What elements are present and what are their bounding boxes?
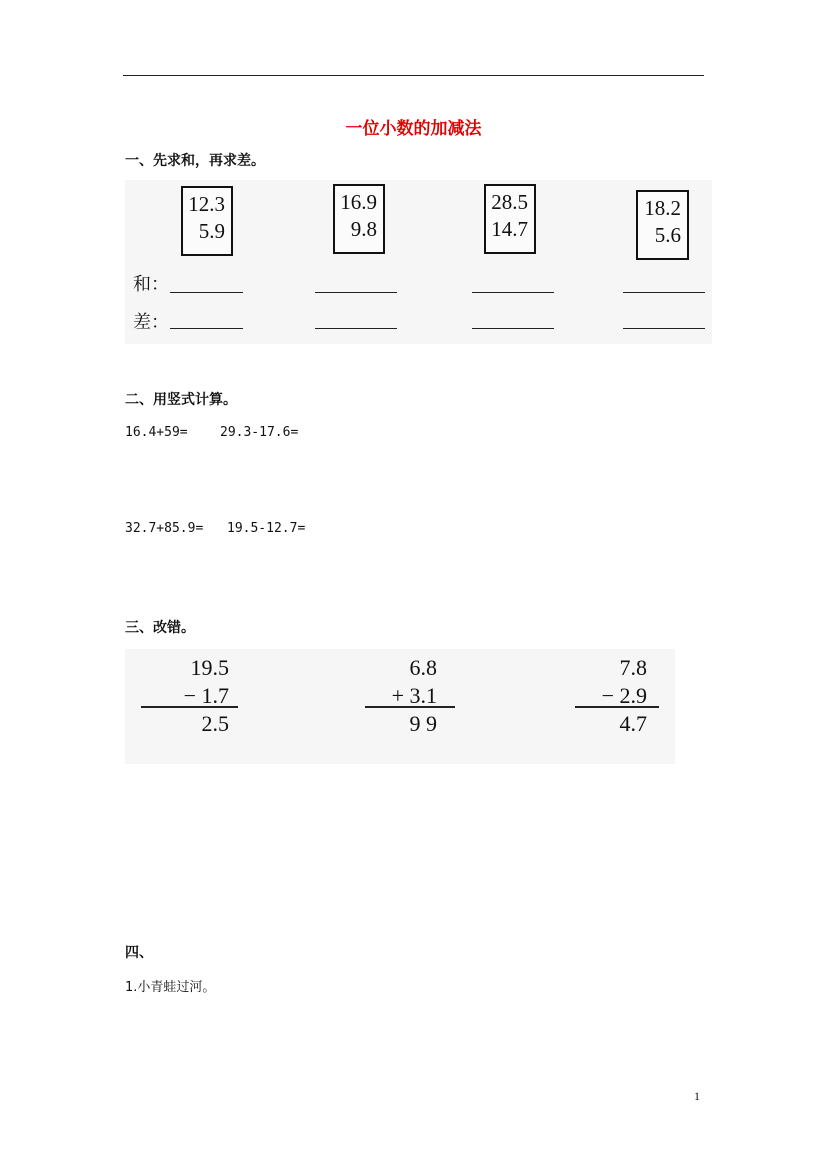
section4-heading: 四、 [125, 945, 153, 961]
vertical-top-number: 7.8 [619, 655, 647, 680]
sum-answer-blank[interactable] [170, 292, 243, 293]
vertical-operand: − 2.9 [601, 683, 647, 708]
vertical-rule [575, 706, 659, 708]
section3-heading: 三、改错。 [125, 620, 195, 636]
vertical-result: 9 9 [409, 711, 437, 736]
difference-label: 差： [133, 312, 169, 333]
section1-heading: 一、先求和，再求差。 [125, 153, 265, 169]
vertical-calculation [369, 654, 437, 738]
vertical-top-number: 19.5 [190, 655, 229, 680]
sum-difference-figure [125, 180, 712, 344]
sum-label: 和： [133, 274, 169, 295]
box-bottom-number: 5.9 [198, 219, 225, 243]
sum-answer-blank[interactable] [623, 292, 705, 293]
box-bottom-number: 14.7 [491, 217, 528, 241]
difference-answer-blank[interactable] [623, 328, 705, 329]
calculation-problem: 19.5-12.7= [227, 521, 306, 536]
number-box [636, 190, 689, 260]
box-bottom-number: 5.6 [654, 223, 681, 247]
box-top-number: 28.5 [491, 190, 528, 214]
vertical-result: 4.7 [619, 711, 647, 736]
question-item: 1.小青蛙过河。 [125, 980, 216, 995]
calculation-problem: 32.7+85.9= [125, 521, 204, 536]
difference-answer-blank[interactable] [315, 328, 397, 329]
section2-heading: 二、用竖式计算。 [125, 392, 237, 408]
sum-answer-blank[interactable] [315, 292, 397, 293]
number-box [333, 184, 385, 254]
difference-answer-blank[interactable] [170, 328, 243, 329]
box-top-number: 16.9 [340, 190, 377, 214]
page-number: 1 [694, 1089, 700, 1103]
page-title: 一位小数的加减法 [345, 119, 482, 139]
vertical-result: 2.5 [201, 711, 229, 736]
error-correction-figure [125, 649, 675, 764]
box-top-number: 12.3 [188, 192, 225, 216]
sum-answer-blank[interactable] [472, 292, 554, 293]
header-rule [123, 75, 704, 76]
vertical-rule [141, 706, 238, 708]
number-box [484, 184, 536, 254]
vertical-operand: − 1.7 [183, 683, 229, 708]
vertical-calculation [587, 654, 647, 738]
vertical-calculation [153, 654, 229, 738]
calculation-problem: 29.3-17.6= [220, 425, 299, 440]
box-bottom-number: 9.8 [350, 217, 377, 241]
vertical-rule [365, 706, 455, 708]
difference-answer-blank[interactable] [472, 328, 554, 329]
vertical-top-number: 6.8 [409, 655, 437, 680]
calculation-problem: 16.4+59= [125, 425, 188, 440]
vertical-operand: + 3.1 [391, 683, 437, 708]
number-box [181, 186, 233, 256]
box-top-number: 18.2 [644, 196, 681, 220]
